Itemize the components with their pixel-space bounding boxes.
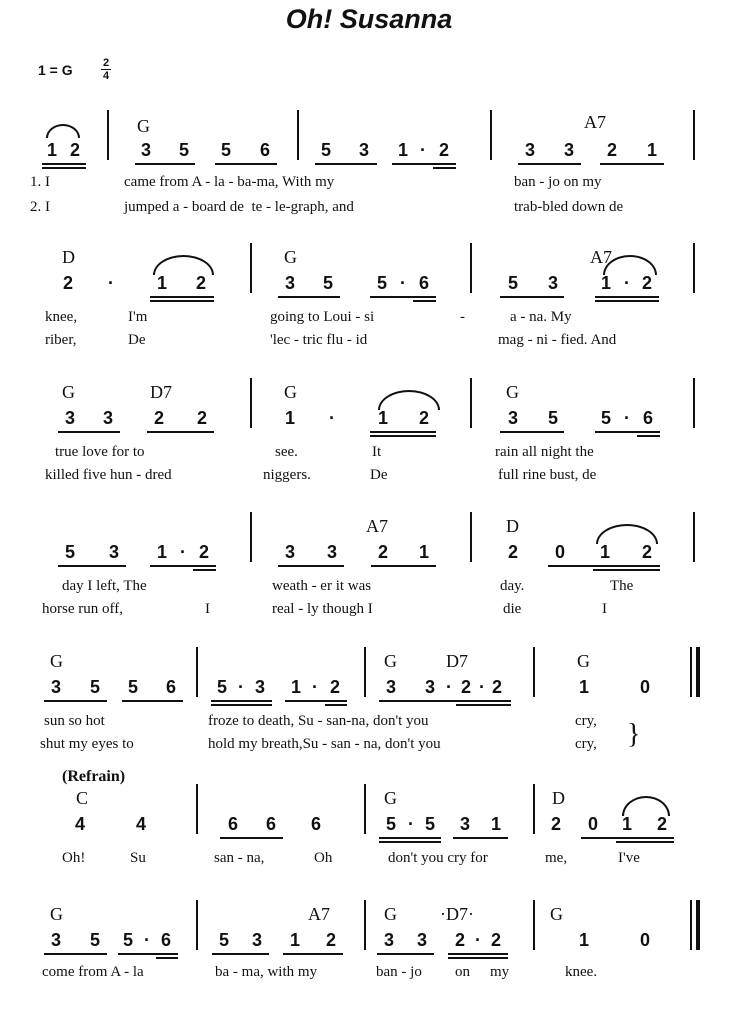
lyric: weath - er it was: [272, 578, 372, 594]
lyric: cry,: [575, 736, 597, 752]
beam: [370, 431, 436, 433]
refrain-label: (Refrain): [62, 768, 126, 785]
chord: G: [384, 651, 397, 671]
lyric: rain all night the: [495, 444, 594, 460]
note: 5: [64, 542, 75, 562]
chord: G: [50, 651, 63, 671]
beam: [456, 704, 511, 706]
lyric: see.: [275, 444, 298, 460]
note: 3: [108, 542, 119, 562]
lyric: on: [455, 964, 470, 980]
note: 6: [310, 814, 321, 834]
lyric: Oh: [314, 850, 333, 866]
note: 1: [600, 273, 611, 293]
beam: [44, 953, 107, 955]
note: 2: [641, 542, 652, 562]
beam: [283, 953, 343, 955]
barline: [693, 378, 695, 428]
note: 5: [600, 408, 611, 428]
barline: [690, 647, 692, 697]
note: 6: [227, 814, 238, 834]
lyric: sun so hot: [44, 713, 105, 729]
note: 3: [50, 677, 61, 697]
note: 5: [89, 677, 100, 697]
lyric: horse run off,: [42, 601, 123, 617]
note: 5: [376, 273, 387, 293]
barline: [533, 647, 535, 697]
beam: [150, 296, 214, 298]
note: 2: [454, 930, 465, 950]
beam: [616, 841, 674, 843]
lyric: killed five hun - dred: [45, 467, 172, 483]
note: 3: [563, 140, 574, 160]
beam: [147, 431, 214, 433]
note: 6: [265, 814, 276, 834]
final-barline: [696, 647, 700, 697]
tie-mark: [46, 124, 80, 138]
note: 2: [329, 677, 340, 697]
barline: [690, 900, 692, 950]
beam: [413, 300, 436, 302]
note: ·: [312, 677, 318, 697]
note: 3: [140, 140, 151, 160]
beam: [215, 163, 277, 165]
note: 5: [424, 814, 435, 834]
chord: ·D7·: [440, 904, 474, 924]
beam: [278, 296, 340, 298]
note: 1: [289, 930, 300, 950]
barline: [470, 243, 472, 293]
barline: [196, 900, 198, 950]
note: 4: [74, 814, 85, 834]
chord: D: [506, 516, 519, 536]
barline: [250, 243, 252, 293]
chord: G: [384, 904, 397, 924]
note: 3: [383, 930, 394, 950]
note: 2: [460, 677, 471, 697]
lyric: ba - ma, with my: [215, 964, 318, 980]
note: 3: [416, 930, 427, 950]
lyric: 'lec - tric flu - id: [270, 332, 368, 348]
lyric: I've: [618, 850, 640, 866]
note: ·: [329, 408, 335, 428]
note: 2: [438, 140, 449, 160]
lyric: De: [128, 332, 146, 348]
note: 3: [385, 677, 396, 697]
note: 2: [198, 542, 209, 562]
note: 1: [156, 542, 167, 562]
note: ·: [108, 273, 114, 293]
note: 1: [377, 408, 388, 428]
beam: [433, 167, 456, 169]
lyric: 2. I: [30, 199, 50, 215]
note: ·: [475, 930, 481, 950]
lyric: ban - jo: [376, 964, 422, 980]
beam: [220, 837, 283, 839]
beam: [448, 953, 508, 955]
brace: }: [627, 719, 641, 750]
note: 1: [46, 140, 57, 160]
note: 2: [377, 542, 388, 562]
lyric: me,: [545, 850, 568, 866]
note: 6: [160, 930, 171, 950]
beam: [211, 700, 272, 702]
beam: [548, 565, 660, 567]
note: 1: [284, 408, 295, 428]
lyric: -: [460, 309, 465, 325]
barline: [196, 784, 198, 834]
barline: [297, 110, 299, 160]
note: 3: [64, 408, 75, 428]
barline: [364, 784, 366, 834]
note: ·: [479, 677, 485, 697]
note: 2: [196, 408, 207, 428]
note: 6: [165, 677, 176, 697]
note: ·: [624, 408, 630, 428]
beam: [42, 167, 86, 169]
beam: [595, 431, 660, 433]
lyric: De: [370, 467, 388, 483]
barline: [693, 512, 695, 562]
note: 2: [325, 930, 336, 950]
note: 2: [507, 542, 518, 562]
note: 0: [587, 814, 598, 834]
beam: [637, 435, 660, 437]
beam: [315, 163, 377, 165]
note: ·: [446, 677, 452, 697]
lyric: cry,: [575, 713, 597, 729]
note: 1: [290, 677, 301, 697]
beam: [150, 300, 214, 302]
beam: [448, 957, 508, 959]
barline: [490, 110, 492, 160]
note: 2: [641, 273, 652, 293]
chord: A7: [308, 904, 330, 924]
note: 1: [621, 814, 632, 834]
note: 3: [251, 930, 262, 950]
chord: G: [62, 382, 75, 402]
chord: G: [506, 382, 519, 402]
lyric: shut my eyes to: [40, 736, 134, 752]
chord: G: [550, 904, 563, 924]
note: 1: [578, 677, 589, 697]
lyric: riber,: [45, 332, 77, 348]
barline: [250, 378, 252, 428]
note: 3: [507, 408, 518, 428]
note: 1: [156, 273, 167, 293]
note: 6: [418, 273, 429, 293]
barline: [693, 110, 695, 160]
note: 2: [418, 408, 429, 428]
note: ·: [408, 814, 414, 834]
chord: C: [76, 788, 89, 808]
note: 3: [254, 677, 265, 697]
lyric: come from A - la: [42, 964, 144, 980]
beam: [379, 841, 441, 843]
chord: D7: [150, 382, 172, 402]
lyric: day I left, The: [62, 578, 147, 594]
note: 2: [491, 677, 502, 697]
lyric: Su: [130, 850, 146, 866]
barline: [364, 647, 366, 697]
lyric: The: [610, 578, 634, 594]
lyric: die: [503, 601, 522, 617]
lyric: froze to death, Su - san-na, don't you: [208, 713, 429, 729]
note: 1: [646, 140, 657, 160]
note: 5: [122, 930, 133, 950]
note: 2: [606, 140, 617, 160]
note: 2: [550, 814, 561, 834]
lyric: Oh!: [62, 850, 86, 866]
lyric: knee,: [45, 309, 78, 325]
barline: [364, 900, 366, 950]
note: 2: [62, 273, 73, 293]
note: 5: [385, 814, 396, 834]
note: 3: [524, 140, 535, 160]
note: 6: [642, 408, 653, 428]
note: 5: [320, 140, 331, 160]
note: 1: [599, 542, 610, 562]
lyric: came from A - la - ba-ma, With my: [124, 174, 335, 190]
beam: [518, 163, 581, 165]
chord: D7: [446, 651, 468, 671]
beam: [377, 953, 434, 955]
beam: [370, 435, 436, 437]
note: 0: [554, 542, 565, 562]
beam: [150, 565, 216, 567]
note: 3: [284, 273, 295, 293]
lyric: It: [372, 444, 382, 460]
note: 5: [178, 140, 189, 160]
note: 5: [89, 930, 100, 950]
beam: [118, 953, 178, 955]
beam: [593, 569, 660, 571]
beam: [211, 704, 272, 706]
chord: G: [137, 116, 150, 136]
lyric: a - na. My: [510, 309, 572, 325]
barline: [470, 378, 472, 428]
barline: [470, 512, 472, 562]
lyric: jumped a - board de te - le-graph, and: [124, 199, 354, 215]
note: 0: [639, 677, 650, 697]
chord: G: [284, 382, 297, 402]
note: 1: [490, 814, 501, 834]
tie-mark: [378, 390, 440, 410]
chord: G: [284, 247, 297, 267]
beam: [325, 704, 347, 706]
beam: [595, 300, 659, 302]
chord: A7: [584, 112, 606, 132]
note: 2: [656, 814, 667, 834]
note: 5: [127, 677, 138, 697]
note: 6: [259, 140, 270, 160]
chord: G: [50, 904, 63, 924]
lyric: niggers.: [263, 467, 311, 483]
note: 3: [284, 542, 295, 562]
beam: [285, 700, 347, 702]
time-signature: [101, 58, 111, 81]
barline: [533, 900, 535, 950]
tie-mark: [596, 524, 658, 544]
beam: [58, 565, 126, 567]
note: 5: [507, 273, 518, 293]
beam: [156, 957, 178, 959]
lyric: I: [602, 601, 607, 617]
lyric: ban - jo on my: [514, 174, 602, 190]
lyric: trab-bled down de: [514, 199, 624, 215]
note: ·: [624, 273, 630, 293]
note: 3: [326, 542, 337, 562]
lyric: I: [205, 601, 210, 617]
note: 3: [102, 408, 113, 428]
note: 3: [459, 814, 470, 834]
note: 2: [69, 140, 80, 160]
lyric: hold my breath,Su - san - na, don't you: [208, 736, 441, 752]
note: 2: [153, 408, 164, 428]
lyric: real - ly though I: [272, 601, 373, 617]
lyric: full rine bust, de: [498, 467, 597, 483]
chord: D: [552, 788, 565, 808]
note: 3: [547, 273, 558, 293]
key-signature: 1 = G: [38, 62, 73, 78]
chord: G: [384, 788, 397, 808]
barline: [693, 243, 695, 293]
beam: [371, 565, 436, 567]
note: ·: [420, 140, 426, 160]
chord: D: [62, 247, 75, 267]
time-signature-bottom: 4: [102, 70, 110, 82]
lyric: san - na,: [214, 850, 265, 866]
lyric: my: [490, 964, 510, 980]
note: ·: [400, 273, 406, 293]
song-title: Oh! Susanna: [285, 4, 453, 34]
lyric: day.: [500, 578, 525, 594]
beam: [212, 953, 269, 955]
note: 3: [50, 930, 61, 950]
beam: [370, 296, 436, 298]
tie-mark: [622, 796, 670, 816]
beam: [581, 837, 674, 839]
beam: [379, 837, 441, 839]
beam: [453, 837, 508, 839]
beam: [600, 163, 664, 165]
beam: [42, 163, 86, 165]
beam: [500, 431, 564, 433]
beam: [135, 163, 195, 165]
beam: [58, 431, 120, 433]
note: 3: [358, 140, 369, 160]
beam: [122, 700, 183, 702]
beam: [379, 700, 511, 702]
note: 1: [397, 140, 408, 160]
beam: [392, 163, 456, 165]
barline: [533, 784, 535, 834]
note: 5: [322, 273, 333, 293]
note: ·: [144, 930, 150, 950]
beam: [44, 700, 107, 702]
note: ·: [238, 677, 244, 697]
final-barline: [696, 900, 700, 950]
lyric: I'm: [128, 309, 148, 325]
lyric: mag - ni - fied. And: [498, 332, 617, 348]
time-signature-top: 2: [102, 57, 110, 69]
note: 2: [490, 930, 501, 950]
note: 1: [578, 930, 589, 950]
barline: [107, 110, 109, 160]
note: ·: [180, 542, 186, 562]
note: 5: [216, 677, 227, 697]
note: 1: [418, 542, 429, 562]
tie-mark: [153, 255, 214, 275]
chord: A7: [366, 516, 388, 536]
beam: [278, 565, 344, 567]
lyric: true love for to: [55, 444, 145, 460]
chord: A7: [590, 247, 612, 267]
lyric: knee.: [565, 964, 598, 980]
chord: G: [577, 651, 590, 671]
note: 2: [195, 273, 206, 293]
barline: [250, 512, 252, 562]
beam: [595, 296, 659, 298]
note: 3: [424, 677, 435, 697]
note: 5: [220, 140, 231, 160]
barline: [196, 647, 198, 697]
note: 5: [218, 930, 229, 950]
note: 0: [639, 930, 650, 950]
lyric: 1. I: [30, 174, 50, 190]
note: 5: [547, 408, 558, 428]
lyric: going to Loui - si: [270, 309, 375, 325]
lyric: don't you cry for: [388, 850, 488, 866]
note: 4: [135, 814, 146, 834]
beam: [193, 569, 216, 571]
beam: [500, 296, 564, 298]
